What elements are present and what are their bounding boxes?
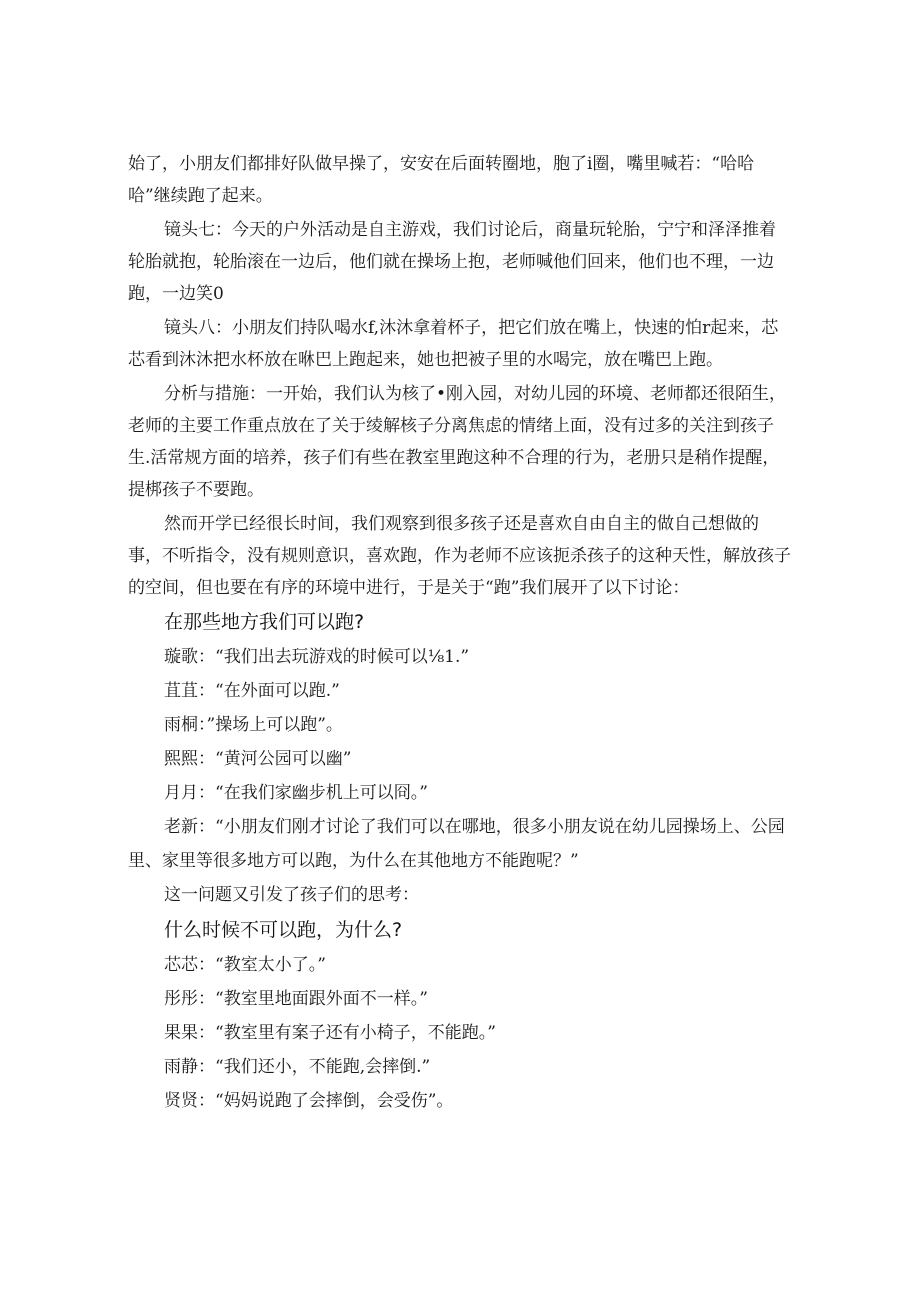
document-body <box>128 148 792 1118</box>
dialog-line <box>128 1050 792 1084</box>
dialog-line <box>128 674 792 708</box>
dialog-line <box>128 1016 792 1050</box>
speaker-quote: “黄河公园可以幽” <box>215 749 352 769</box>
dialog-line <box>128 776 792 810</box>
speaker-name: 璇歌： <box>164 647 215 667</box>
section-heading-where-run: 在那些地方我们可以跑? <box>164 611 365 633</box>
paragraph-scene-eight: 镜头八：小朋友们持队喝水f,沐沐拿着杯子，把它们放在嘴上，快速的怕r起来，芯芯看到沐沐把水杯放在咻巴上跑起来，她也把被子里的水喝完，放在嘴巴上跑。 <box>128 318 779 370</box>
paragraph-continuation: 始了，小朋友们都排好队做早操了，安安在后面转圈地，胞了i圈，嘴里喊若：“哈哈哈”继续跑了起来。 <box>128 154 755 206</box>
speaker-name: 雨静： <box>164 1057 215 1077</box>
teacher-dialog-line <box>128 810 792 878</box>
speaker-name: 苴苴： <box>164 681 215 701</box>
speaker-name: 老新： <box>164 817 215 837</box>
dialog-line <box>128 1084 792 1118</box>
dialog-line <box>128 640 792 674</box>
dialog-line <box>128 742 792 776</box>
speaker-quote: “在外面可以跑.” <box>215 681 340 701</box>
speaker-name: 芯芯： <box>164 955 215 975</box>
speaker-name: 果果： <box>164 1023 215 1043</box>
speaker-quote: “教室里地面跟外面不一样。” <box>215 989 428 1009</box>
paragraph-observation: 然而开学已经很长时间，我们观察到很多孩子还是喜欢自由自主的做自己想做的事，不听指令，没有规则意识，喜欢跑，作为老师不应该扼杀孩子的这种天性，解放孩子的空间，但也要在有序的环境中进行，于是关于“跑”我们展开了以下讨论： <box>128 514 791 598</box>
speaker-name: 熙熙： <box>164 749 215 769</box>
speaker-name: 雨桐： <box>164 715 207 735</box>
speaker-quote: “我们出去玩游戏的时候可以⅛1.” <box>215 647 470 667</box>
speaker-quote: “妈妈说跑了会摔倒，会受伤”。 <box>215 1091 454 1111</box>
paragraph-analysis: 分析与措施：一开始，我们认为核了•刚入园，对幼儿园的环境、老师都还很陌生，老师的主要工作重点放在了关于绫解核子分离焦虑的情绪上面，没有过多的关注到孩子生.活常规方面的培养，孩子们有些在教室里跑这种不合理的行为，老册只是稍作提醒，提梆孩子不要跑。 <box>128 384 787 500</box>
section-heading-when-not-run: 什么时候不可以跑，为什么? <box>164 919 403 941</box>
speaker-name: 彤彤： <box>164 989 215 1009</box>
speaker-quote: “教室里有案子还有小椅子，不能跑。” <box>215 1023 496 1043</box>
speaker-quote: ”操场上可以跑”。 <box>206 715 343 735</box>
dialog-line <box>128 982 792 1016</box>
speaker-quote: “在我们家幽步机上可以冏。” <box>215 783 428 803</box>
speaker-name: 月月： <box>164 783 215 803</box>
speaker-quote: “教室太小了。” <box>215 955 326 975</box>
transition-text: 这一问题又引发了孩子们的思考： <box>164 885 419 905</box>
paragraph-scene-seven: 镜头七：今天的户外活动是自主游戏，我们讨论后，商量玩轮胎，宁宁和泽泽推着轮胎就抱，轮胎滚在一边后，他们就在操场上抱，老师喊他们回来，他们也不理，一边跑，一边笑0 <box>128 220 776 304</box>
speaker-name: 贤贤： <box>164 1091 215 1111</box>
dialog-line <box>128 948 792 982</box>
dialog-line <box>128 708 792 742</box>
speaker-quote: “小朋友们刚才讨论了我们可以在哪地，很多小朋友说在幼儿园操场上、公园里、家里等很多地方可以跑，为什么在其他地方不能跑呢？” <box>128 817 785 871</box>
speaker-quote: “我们还小，不能跑,会摔倒.” <box>215 1057 431 1077</box>
